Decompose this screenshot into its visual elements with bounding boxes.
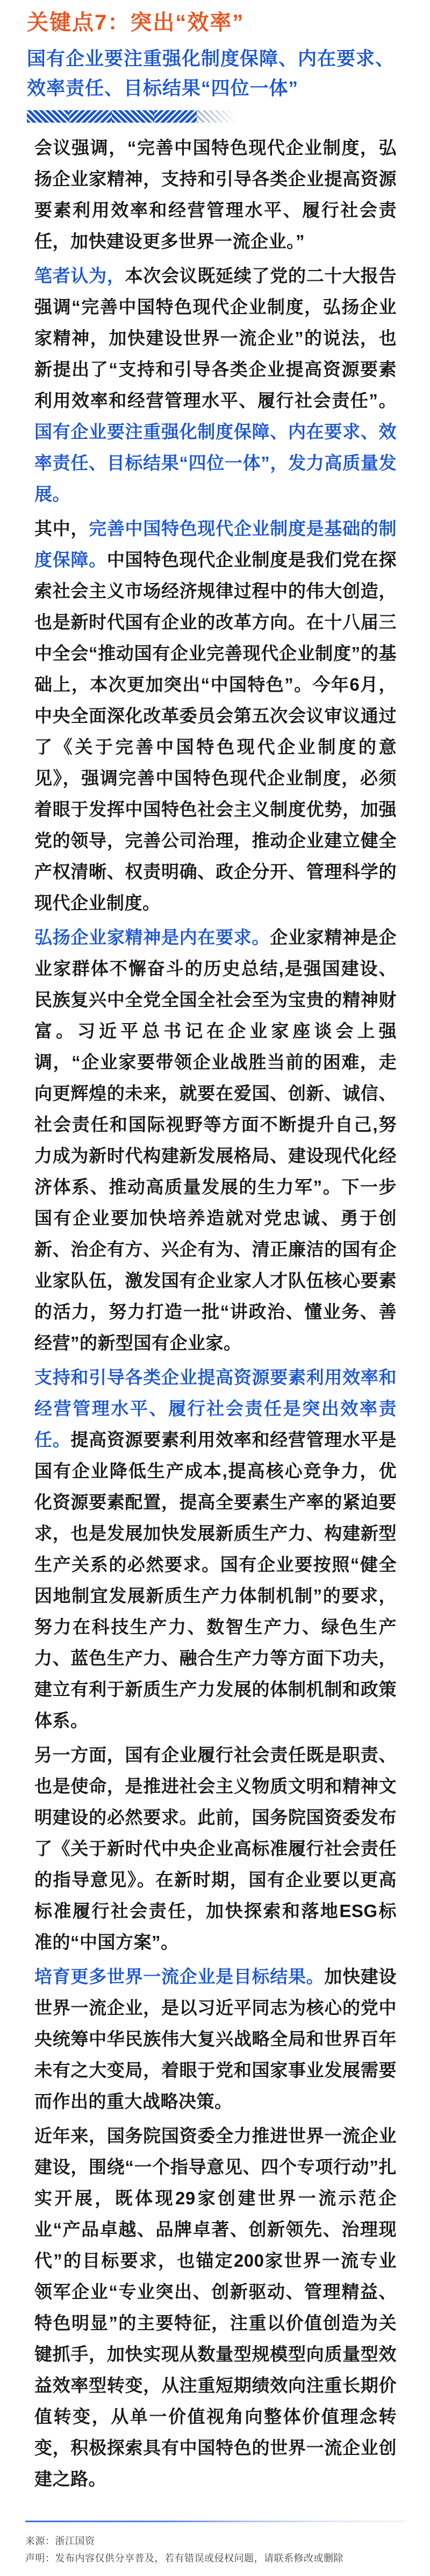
paragraph [34, 1961, 397, 2117]
paragraph [34, 922, 397, 1359]
emphasis-text: 笔者认为， [34, 266, 125, 286]
section-title [27, 44, 403, 103]
paragraph [34, 1362, 397, 1736]
paragraph [34, 260, 397, 510]
body-text: 近年来，国务院国资委全力推进世界一流企业建设，围绕“一个指导意见、四个专项行动”扎实开展，既体现29家创建世界一流示范企业“产品卓越、品牌卓著、创新领先、治理现代”的目标要求，也锚定200家世界一流专业领军企业“专业突出、创新驱动、管理精益、特色明显”的主要特征，注重以价值创造为关键抓手，加快实现从数量型规模型向质量型效益效率型转变，从注重短期绩效向注重长期价值转变，从单一价值视角向整体价值理念转变，积极探索具有中国特色的世界一流企业创建之路。 [34, 2126, 397, 2489]
article-header [0, 10, 430, 123]
emphasis-text: 国有企业要注重强化制度保障、内在要求、效率责任、目标结果“四位一体”，发力高质量发展。 [34, 422, 397, 504]
footer-divider [25, 2521, 405, 2522]
hatch-fade-segment [197, 110, 239, 123]
hatch-segment [112, 110, 154, 123]
body-text: 另一方面，国有企业履行社会责任既是职责、也是使命，是推进社会主义物质文明和精神文明建设的必然要求。此前，国务院国资委发布了《关于新时代中央企业高标准履行社会责任的指导意见》。在新时期，国有企业要以更高标准履行社会责任，加快探索和落地ESG标准的“中国方案”。 [34, 1745, 397, 1952]
paragraph [34, 513, 397, 919]
body-text: 本次会议既延续了党的二十大报告强调“完善中国特色现代企业制度，弘扬企业家精神，加快建设世界一流企业”的说法，也新提出了“支持和引导各类企业提高资源要素利用效率和经营管理水平、履行社会责任”。 [34, 266, 397, 410]
section-kicker: 关键点7：突出“效率” [27, 11, 245, 34]
disclaimer-text: 声明：发布内容仅供分享普及，若有错误或侵权问题，请联系修改或删除 [25, 2553, 343, 2564]
emphasis-text: 支持和引导各类企业提高资源要素利用效率和经营管理水平、履行社会责任是突出效率责任。 [34, 1367, 397, 1450]
article-body [34, 132, 397, 2495]
hatch-segment [27, 110, 69, 123]
body-text: 中国特色现代企业制度是我们党在探索社会主义市场经济规律过程中的伟大创造，也是新时代国有企业的改革方向。在十八届三中全会“推动国有企业完善现代企业制度”的基础上，本次更加突出“中国特色”。今年6月，中央全面深化改革委员会第五次会议审议通过了《关于完善中国特色现代企业制度的意见》，强调完善中国特色现代企业制度，必须着眼于发挥中国特色社会主义制度优势，加强党的领导，完善公司治理，推动企业建立健全产权清晰、权责明确、政企分开、管理科学的现代企业制度。 [34, 550, 397, 913]
section-title-line-1: 国有企业要注重强化制度保障、内在要求、 [27, 48, 395, 69]
paragraph [34, 1740, 397, 1958]
body-text: 企业家精神是企业家群体不懈奋斗的历史总结,是强国建设、民族复兴中全党全国全社会至为宝贵的精神财富。习近平总书记在企业家座谈会上强调，“企业家要带领企业战胜当前的困难，走向更辉煌的未来，就要在爱国、创新、诚信、社会责任和国际视野等方面不断提升自己,努力成为新时代构建新发展格局、建设现代化经济体系、推动高质量发展的生力军”。下一步国有企业要加快培养造就对党忠诚、勇于创新、治企有方、兴企有为、清正廉洁的国有企业家队伍，激发国有企业家人才队伍核心要素的活力，努力打造一批“讲政治、懂业务、善经营”的新型国有企业家。 [34, 927, 397, 1353]
paragraph [34, 132, 397, 257]
emphasis-text: 完善中国特色现代企业制度是基础的制度保障。 [34, 519, 397, 570]
body-text: 加快建设世界一流企业，是以习近平同志为核心的党中央统筹中华民族伟大复兴战略全局和世界百年未有之大变局，着眼于党和国家事业发展需要而作出的重大战略决策。 [34, 1967, 397, 2111]
hatch-segment [154, 110, 197, 123]
hatched-divider [27, 110, 239, 123]
body-text: 会议强调，“完善中国特色现代企业制度，弘扬企业家精神，支持和引导各类企业提高资源要素利用效率和经营管理水平、履行社会责任，加快建设更多世界一流企业。” [34, 138, 397, 251]
emphasis-text: 弘扬企业家精神是内在要求。 [34, 927, 270, 947]
article-footer [0, 2521, 430, 2576]
source-credit: 来源：浙江国资 [25, 2536, 95, 2546]
body-text: 其中， [34, 519, 89, 538]
emphasis-text: 培育更多世界一流企业是目标结果。 [34, 1967, 325, 1986]
hatch-segment [69, 110, 112, 123]
section-title-line-2: 效率责任、目标结果“四位一体” [27, 78, 299, 99]
body-text: 提高资源要素利用效率和经营管理水平是国有企业降低生产成本,提高核心竞争力，优化资源要素配置，提高全要素生产率的紧迫要求，也是发展加快发展新质生产力、构建新型生产关系的必然要求。国有企业要按照“健全因地制宜发展新质生产力体制机制”的要求，努力在科技生产力、数智生产力、绿色生产力、蓝色生产力、融合生产力等方面下功夫，建立有利于新质生产力发展的体制机制和政策体系。 [34, 1430, 397, 1730]
paragraph [34, 2120, 397, 2495]
